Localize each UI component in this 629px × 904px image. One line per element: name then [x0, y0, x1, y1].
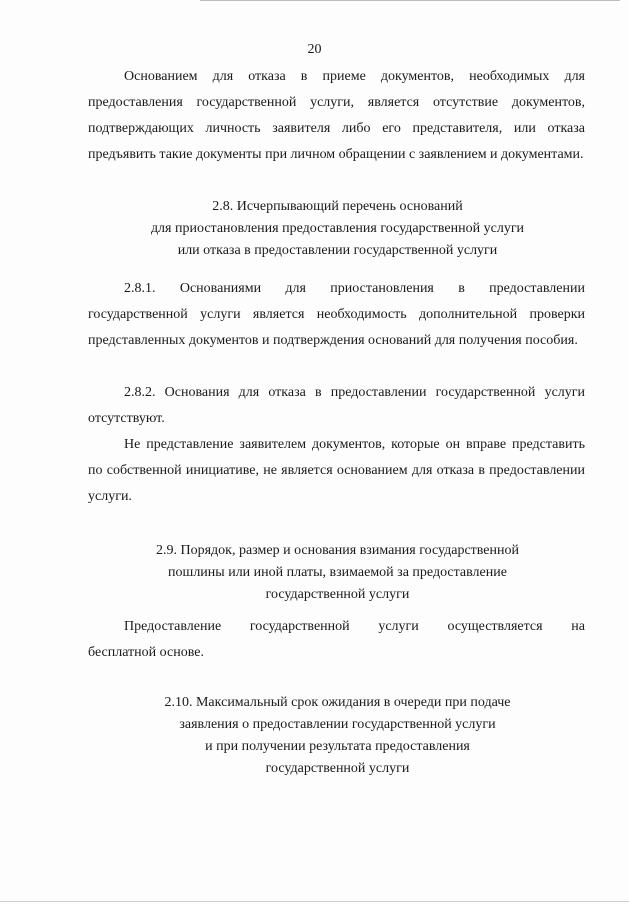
- section-2-10-heading: [60, 692, 615, 780]
- word: для: [285, 281, 306, 296]
- paragraph-2-8-2: 2.8.2. Основания для отказа в предоставлении государственной услуги отсутствуют.: [88, 385, 585, 426]
- heading-line: 2.8. Исчерпывающий перечень оснований: [212, 199, 463, 214]
- scan-edge-top: [200, 0, 620, 1]
- page-number: 20: [307, 42, 322, 57]
- heading-line: государственной услуги: [265, 761, 410, 776]
- paragraph-2-8-1-first-line: [88, 276, 585, 302]
- paragraph-2-8-2-block: [88, 380, 585, 432]
- heading-line: 2.10. Максимальный срок ожидания в очереди при подаче: [164, 695, 511, 710]
- word: на: [571, 619, 585, 634]
- word: в: [458, 281, 465, 296]
- paragraph-free-service-second-line: бесплатной основе.: [88, 645, 204, 660]
- paragraph-2-8-1: [88, 276, 585, 354]
- scan-edge-bottom: [0, 901, 629, 902]
- paragraph-not-submitted: Не представление заявителем документов, которые он вправе представить по собственной инициативе, не является основанием для отказа в предоставлении услуги.: [88, 437, 585, 504]
- word: предоставлении: [489, 281, 585, 296]
- heading-line: заявления о предоставлении государственной услуги: [179, 717, 496, 732]
- word: государственной: [249, 619, 350, 634]
- heading-line: и при получении результата предоставления: [205, 739, 470, 754]
- word: Предоставление: [124, 619, 222, 634]
- heading-line: для приостановления предоставления государственной услуги: [150, 221, 525, 236]
- word: Основаниями: [179, 281, 262, 296]
- section-2-8-heading: [60, 196, 615, 262]
- paragraph-free-service: [88, 614, 585, 666]
- heading-line: пошлины или иной платы, взимаемой за предоставление: [168, 565, 507, 580]
- paragraph-free-service-first-line: [88, 614, 585, 640]
- heading-line: или отказа в предоставлении государственной услуги: [177, 243, 498, 258]
- intro-paragraph: Основанием для отказа в приеме документов, необходимых для предоставления государственной услуги, является отсутствие документов, подтверждающих личность заявителя либо его представителя, или отказа предъявить такие документы при личном обращении с заявлением и документами.: [88, 69, 585, 162]
- paragraph-not-submitted-block: [88, 432, 585, 510]
- section-2-9-heading: [60, 540, 615, 606]
- word: приостановления: [330, 281, 434, 296]
- word: 2.8.1.: [124, 281, 156, 296]
- heading-line: 2.9. Порядок, размер и основания взимания государственной: [155, 543, 519, 558]
- heading-line: государственной услуги: [265, 587, 410, 602]
- word: осуществляется: [447, 619, 543, 634]
- paragraph-2-8-1-rest: государственной услуги является необходимость дополнительной проверки представленных документов и подтверждения оснований для получения пособия.: [88, 307, 585, 348]
- intro-paragraph-block: [88, 64, 585, 168]
- word: услуги: [378, 619, 419, 634]
